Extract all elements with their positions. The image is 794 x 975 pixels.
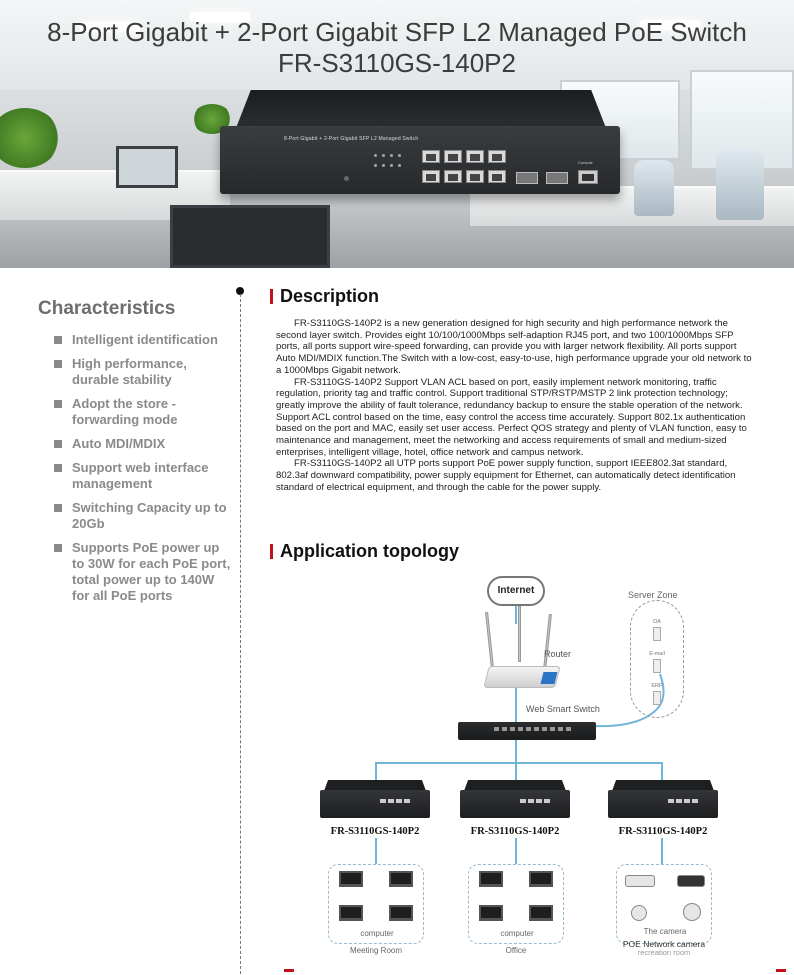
camera-icon [677, 875, 705, 887]
antenna-icon [485, 612, 494, 668]
server-erp: ERP [647, 683, 667, 705]
computer-icon [389, 871, 413, 887]
description-heading: Description [270, 286, 379, 307]
rj45-port-group [422, 146, 508, 186]
link-line [375, 838, 377, 864]
switch-device-image [220, 126, 620, 194]
office-monitor [170, 205, 330, 268]
link-line [375, 762, 663, 764]
camera-icon [625, 875, 655, 887]
room-device-label: computer [500, 929, 534, 938]
edge-switch-label: FR-S3110GS-140P2 [330, 826, 420, 837]
square-bullet-icon [54, 504, 62, 512]
list-item: Support web interface management [52, 460, 232, 492]
room-device-label: The camera [643, 927, 687, 936]
led-panel [370, 150, 410, 180]
hero-banner [0, 0, 794, 268]
office-chair [634, 160, 674, 216]
model-name: FR-S3110GS-140P2 [278, 48, 516, 78]
link-line [515, 838, 517, 864]
internet-cloud-icon: Internet [487, 576, 545, 606]
list-item: Supports PoE power up to 30W for each PoE port, total power up to 140W for all PoE ports [52, 540, 232, 604]
antenna-icon [543, 614, 552, 670]
core-switch-icon [458, 722, 596, 740]
dome-camera-icon [631, 905, 647, 921]
room-device-label: computer [360, 929, 394, 938]
computer-icon [529, 905, 553, 921]
core-switch-label: Web Smart Switch [526, 704, 600, 714]
description-paragraph: FR-S3110GS-140P2 all UTP ports support PoE power supply function, support IEEE802.3at standard, 802.3af downward compatibility, power supply equipment for Ethernet, can automatically detect identification standard of electrical equipment, and through the cable for the power supply. [276, 458, 736, 493]
server-icon [653, 659, 661, 673]
computer-icon [529, 871, 553, 887]
edge-switch-label: FR-S3110GS-140P2 [470, 826, 560, 837]
meeting-room-zone [328, 864, 424, 944]
link-line [515, 740, 517, 762]
square-bullet-icon [54, 440, 62, 448]
square-bullet-icon [54, 544, 62, 552]
room-name: Meeting Room [349, 946, 403, 955]
page-title: 8-Port Gigabit + 2-Port Gigabit SFP L2 Managed PoE Switch [47, 17, 747, 47]
square-bullet-icon [54, 464, 62, 472]
room-name: Office [505, 946, 527, 955]
dome-camera-icon [683, 903, 701, 921]
footer-mark [284, 969, 294, 972]
camera-zone [616, 864, 712, 944]
column-divider [240, 294, 241, 974]
console-port-icon [578, 170, 598, 184]
computer-icon [479, 905, 503, 921]
description-body [276, 318, 754, 494]
square-bullet-icon [54, 360, 62, 368]
sfp-port-icon [546, 172, 568, 184]
server-zone [630, 600, 684, 718]
description-paragraph: FR-S3110GS-140P2 is a new generation designed for high security and high performance network the second layer switch. Provides eight 10/100/1000Mbps self-adaption RJ45 port, and two 100/1000Mbps SFP ports, all ports support wire-speed forwarding, can provide you with larger network flexibility. All ports support Auto MDI/MDIX function.The Switch with a low-cost, easy-to-use, high performance upgrade your old network to a 1000Mbps Gigabit network. [276, 318, 752, 376]
server-icon [653, 627, 661, 641]
description-paragraph: FR-S3110GS-140P2 Support VLAN ACL based on port, easily implement network monitoring, traffic regulation, priority tag and traffic control. Support traditional STP/RSTP/MSTP 2 link protection technology; greatly improve the ability of fault tolerance, redundancy backup to ensure the stable operation of the network. Support ACL control based on the time, easy control the access time accurately. Support 802.1x authentication based on the port and MAC, easily set user access. Perfect QOS strategy and plenty of VLAN function, easy to maintenance and management, meet the networking and access requirements of small and medium-sized enterprises, intelligent village, hotel, office network and campus network. [276, 376, 747, 458]
topology-diagram [270, 568, 790, 963]
server-email: E-mail [647, 651, 667, 673]
switch-top-panel [236, 90, 606, 128]
list-item: Switching Capacity up to 20Gb [52, 500, 232, 532]
characteristics-list [52, 332, 232, 612]
server-icon [653, 691, 661, 705]
server-oa: OA [647, 619, 667, 641]
office-monitor [116, 146, 178, 188]
router-panel [541, 672, 558, 684]
footer-mark [776, 969, 786, 972]
antenna-icon [518, 606, 521, 662]
computer-icon [479, 871, 503, 887]
list-item: Auto MDI/MDIX [52, 436, 232, 452]
edge-switch-icon [460, 790, 570, 818]
link-line [515, 688, 517, 722]
link-line [661, 762, 663, 782]
topology-heading: Application topology [270, 541, 459, 562]
edge-switch-icon [608, 790, 718, 818]
server-zone-label: Server Zone [628, 590, 678, 600]
characteristics-title: Characteristics [38, 298, 176, 319]
square-bullet-icon [54, 400, 62, 408]
square-bullet-icon [54, 336, 62, 344]
reset-button-icon [344, 176, 349, 181]
sfp-port-icon [516, 172, 538, 184]
plant [0, 108, 60, 168]
computer-icon [389, 905, 413, 921]
list-item: Adopt the store - forwarding mode [52, 396, 232, 428]
red-bar-icon [270, 544, 273, 559]
list-item: High performance, durable stability [52, 356, 232, 388]
office-chair [716, 150, 764, 220]
room-subname: recreation room [637, 948, 691, 957]
link-line [661, 838, 663, 864]
edge-switch-icon [320, 790, 430, 818]
edge-switch-label: FR-S3110GS-140P2 [618, 826, 708, 837]
link-line [515, 606, 517, 624]
computer-icon [339, 905, 363, 921]
office-zone [468, 864, 564, 944]
link-line [375, 762, 377, 782]
red-bar-icon [270, 289, 273, 304]
device-label: 8-Port Gigabit + 2-Port Gigabit SFP L2 Managed Switch [284, 136, 419, 142]
computer-icon [339, 871, 363, 887]
router-label: Router [544, 649, 572, 659]
link-line [515, 762, 517, 782]
room-name: POE Network camera [622, 939, 706, 949]
list-item: Intelligent identification [52, 332, 232, 348]
console-label: Console [578, 160, 593, 165]
